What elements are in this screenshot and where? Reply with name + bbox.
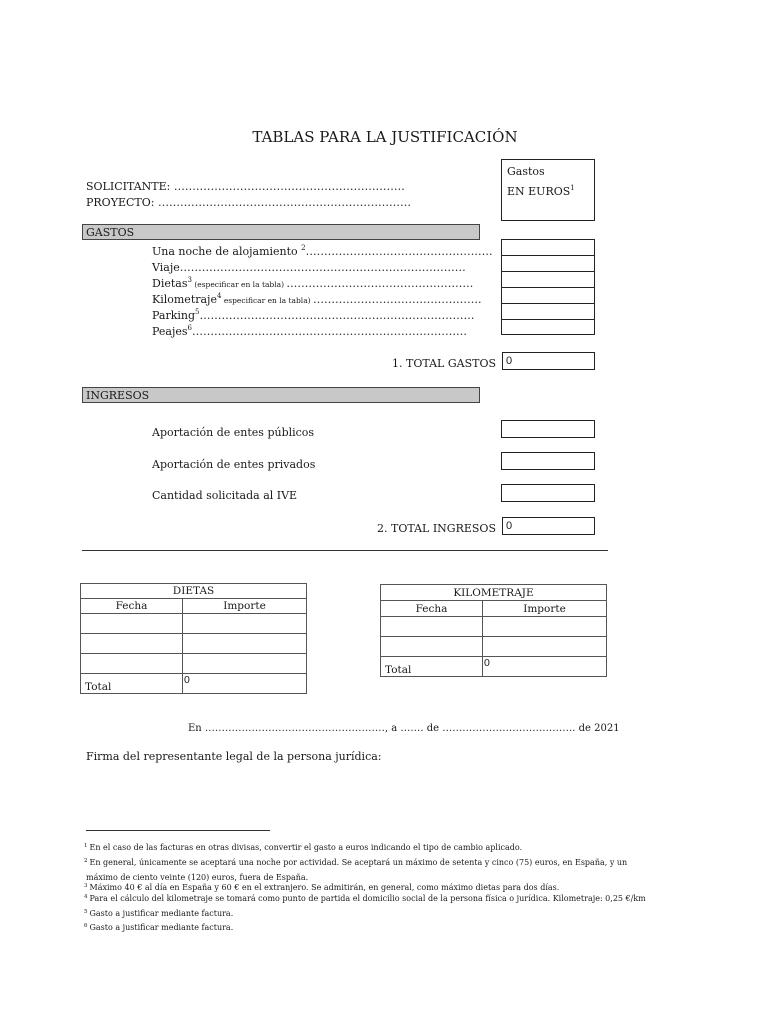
solicitante-field[interactable]: SOLICITANTE: ……………………………………………………… <box>86 180 405 193</box>
footnote-number: 2 <box>84 858 88 864</box>
kilometraje-cell[interactable] <box>381 637 483 657</box>
ingreso-input-privados[interactable] <box>501 452 595 470</box>
gasto-text: Peajes <box>152 325 188 338</box>
footnote-ref: 3 <box>187 276 192 284</box>
gasto-dots: …………………………………………… <box>305 245 493 258</box>
footnote-cont <box>84 873 308 882</box>
gastos-input-alojamiento[interactable] <box>501 239 595 255</box>
gasto-label-parking <box>152 308 475 322</box>
footnote-number: 3 <box>84 883 88 889</box>
total-gastos-label: 1. TOTAL GASTOS <box>392 357 496 370</box>
gasto-text: Kilometraje <box>152 293 217 306</box>
gastos-header-line1: Gastos <box>507 165 545 178</box>
footnote-text: Gasto a justificar mediante factura. <box>89 909 234 918</box>
gastos-input-peajes[interactable] <box>501 319 595 335</box>
gasto-text: Una noche de alojamiento <box>152 245 302 258</box>
dietas-cell[interactable] <box>183 634 307 654</box>
gastos-input-parking[interactable] <box>501 303 595 319</box>
page-title: TABLAS PARA LA JUSTIFICACIÓN <box>252 128 518 146</box>
gasto-text: Dietas <box>152 277 188 290</box>
place-date-line[interactable]: En ………………………………………………, a ….… de …………………………………. de 2021 <box>188 723 620 734</box>
gasto-note: (especificar en la tabla) <box>191 280 287 289</box>
footnote-ref: 6 <box>187 324 193 332</box>
dietas-table-title: DIETAS <box>81 584 307 599</box>
gastos-section-header: GASTOS <box>82 224 480 240</box>
kilometraje-col-fecha: Fecha <box>381 601 483 617</box>
ingreso-input-publicos[interactable] <box>501 420 595 438</box>
gastos-input-dietas[interactable] <box>501 271 595 287</box>
section-divider <box>82 550 608 551</box>
footnote-number: 1 <box>84 843 88 849</box>
ingreso-label-privados: Aportación de entes privados <box>152 458 316 471</box>
dietas-total-label: Total <box>81 674 183 694</box>
ingreso-label-publicos: Aportación de entes públicos <box>152 426 315 439</box>
footnote-1 <box>84 843 522 852</box>
gasto-dots: …………………………………………………………………… <box>179 261 466 274</box>
footnote-ref: 4 <box>216 292 222 300</box>
footnote-text: máximo de ciento veinte (120) euros, fuera de España. <box>86 873 309 882</box>
footnote-5 <box>84 909 233 918</box>
gasto-dots: ………………………………………. <box>312 293 482 306</box>
gasto-dots: ………………………………………………………………… <box>199 309 475 322</box>
footnote-number: 6 <box>84 923 88 929</box>
dietas-col-fecha: Fecha <box>81 599 183 614</box>
gastos-input-column <box>501 239 595 335</box>
dietas-cell[interactable] <box>183 654 307 674</box>
kilometraje-total-value[interactable]: 0 <box>483 657 607 677</box>
kilometraje-cell[interactable] <box>483 617 607 637</box>
kilometraje-col-importe: Importe <box>483 601 607 617</box>
footnote-4 <box>84 894 646 903</box>
firma-label: Firma del representante legal de la persona jurídica: <box>86 750 382 763</box>
footnote-number: 4 <box>84 894 88 900</box>
dietas-col-importe: Importe <box>183 599 307 614</box>
footnote-3 <box>84 883 559 892</box>
footnote-text: Gasto a justificar mediante factura. <box>89 923 234 932</box>
gasto-label-peajes <box>152 324 467 338</box>
ingreso-label-ive: Cantidad solicitada al IVE <box>152 489 298 502</box>
footnote-text: Máximo 40 € al día en España y 60 € en el extranjero. Se admitirán, en general, como máximo dietas para dos días. <box>89 883 560 892</box>
footnote-number: 5 <box>84 909 88 915</box>
footnote-text: Para el cálculo del kilometraje se tomará como punto de partida el domicilio social de la persona física o jurídica. Kilometraje: 0,25 €/km <box>89 894 646 903</box>
proyecto-field[interactable]: PROYECTO: …………………………………………………………… <box>86 196 411 209</box>
footnote-text: En el caso de las facturas en otras divisas, convertir el gasto a euros indicando el tipo de cambio aplicado. <box>89 843 523 852</box>
gastos-header-line2: EN EUROS$^1$ <box>507 184 575 198</box>
gasto-text: Parking <box>152 309 196 322</box>
kilometraje-cell[interactable] <box>483 637 607 657</box>
gasto-label-kilometraje <box>152 292 481 306</box>
gasto-dots: …………………………………………… <box>286 277 474 290</box>
footnote-ref: 5 <box>195 308 200 316</box>
gastos-input-viaje[interactable] <box>501 255 595 271</box>
dietas-table <box>80 583 307 694</box>
ingreso-input-ive[interactable] <box>501 484 595 502</box>
ingresos-section-header: INGRESOS <box>82 387 480 403</box>
dietas-cell[interactable] <box>81 654 183 674</box>
gasto-note: especificar en la tabla) <box>221 296 313 305</box>
dietas-cell[interactable] <box>81 614 183 634</box>
gasto-label-alojamiento <box>152 244 493 258</box>
footnote-separator <box>86 830 270 831</box>
kilometraje-total-label: Total <box>381 657 483 677</box>
footnote-6 <box>84 923 233 932</box>
gasto-label-dietas <box>152 276 473 290</box>
footnote-text: En general, únicamente se aceptará una noche por actividad. Se aceptará un máximo de setenta y cinco (75) euros, en España, y un <box>89 858 628 867</box>
kilometraje-table-title: KILOMETRAJE <box>381 585 607 601</box>
total-ingresos-value[interactable]: 0 <box>502 517 595 535</box>
gastos-euros-header <box>501 159 595 221</box>
gasto-dots: ………………………………………………………………… <box>192 325 468 338</box>
total-ingresos-label: 2. TOTAL INGRESOS <box>377 522 496 535</box>
footnote-ref: 2 <box>301 244 306 252</box>
dietas-cell[interactable] <box>81 634 183 654</box>
dietas-cell[interactable] <box>183 614 307 634</box>
total-gastos-value[interactable]: 0 <box>502 352 595 370</box>
gastos-input-kilometraje[interactable] <box>501 287 595 303</box>
gasto-text: Viaje <box>152 261 180 274</box>
kilometraje-table <box>380 584 607 677</box>
footnote-2 <box>84 858 627 867</box>
kilometraje-cell[interactable] <box>381 617 483 637</box>
gasto-label-viaje <box>152 260 466 274</box>
dietas-total-value[interactable]: 0 <box>183 674 307 694</box>
